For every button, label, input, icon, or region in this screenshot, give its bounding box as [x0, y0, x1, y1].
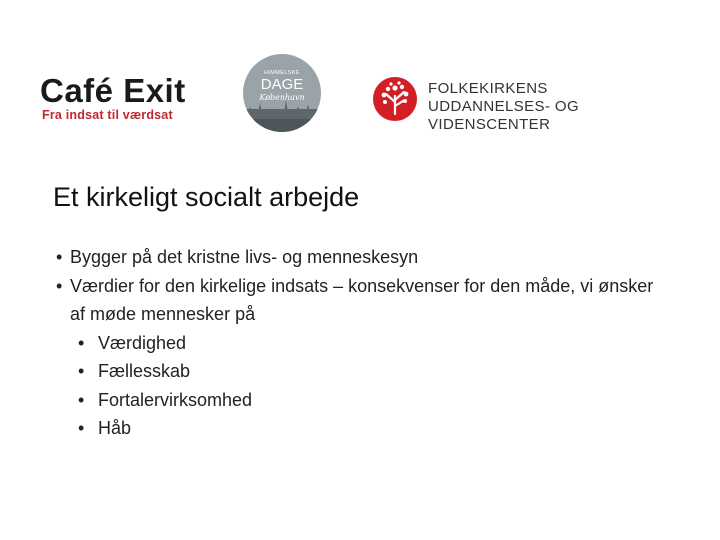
bullet-text: Bygger på det kristne livs- og menneskesyn [70, 247, 419, 267]
sub-bullet-text: Fællesskab [98, 361, 191, 381]
himmelske-dage-logo [242, 53, 322, 133]
bullet-dot: • [56, 247, 63, 267]
sub-bullet-item [53, 386, 673, 415]
sub-bullet-item [53, 357, 673, 386]
bullet-dot: • [78, 332, 85, 353]
tree-icon [372, 76, 418, 122]
bullet-dot: • [56, 275, 63, 296]
fuvc-logo-line1: FOLKEKIRKENS [428, 80, 548, 97]
sub-bullet-item [53, 329, 673, 358]
bullet-item [53, 272, 673, 329]
dage-logo-script-text: København [259, 93, 305, 102]
fuvc-logo [372, 76, 692, 133]
bullet-dot: • [78, 361, 85, 381]
sub-bullet-text: Værdighed [98, 332, 187, 353]
bullet-text: Værdier for den kirkelige indsats – konsekvenser for den måde, vi ønsker af møde mennesker på [70, 275, 654, 324]
cafe-exit-logo [40, 74, 200, 130]
fuvc-logo-line2: UDDANNELSES- OG VIDENSCENTER [428, 98, 580, 133]
sub-bullet-item [53, 414, 673, 443]
sub-bullet-text: Fortalervirksomhed [98, 389, 253, 410]
dage-logo-top-text: HIMMELSKE [264, 70, 300, 76]
bullet-dot: • [78, 418, 85, 438]
bullet-dot: • [78, 389, 85, 410]
dage-logo-main-text: DAGE [260, 76, 304, 93]
bullet-list [53, 243, 673, 443]
slide-title: Et kirkeligt socialt arbejde [53, 182, 360, 212]
bullet-item [53, 243, 673, 272]
cafe-exit-logo-title: Café Exit [40, 72, 186, 109]
sub-bullet-text: Håb [98, 418, 132, 438]
fuvc-logo-text [428, 80, 692, 134]
cafe-exit-logo-subtitle: Fra indsat til værdsat [42, 108, 173, 122]
